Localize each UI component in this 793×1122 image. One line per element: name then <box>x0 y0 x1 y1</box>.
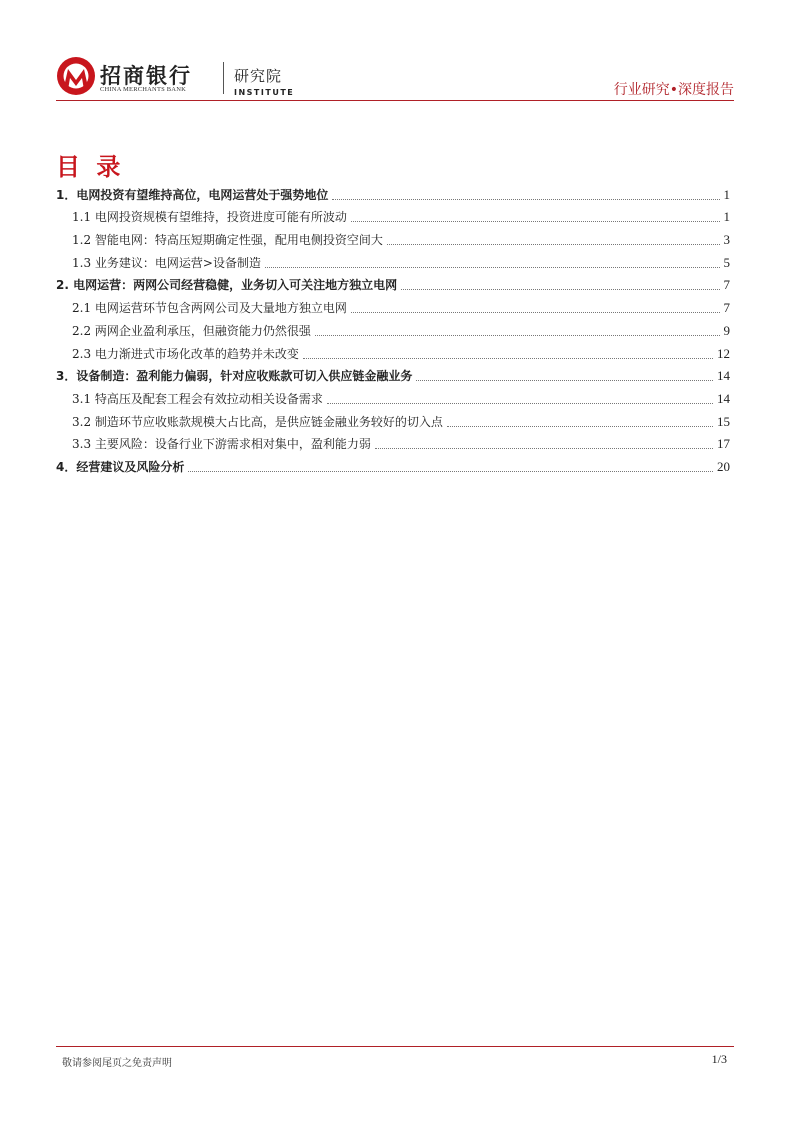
toc-entry[interactable] <box>56 248 730 271</box>
toc-entry-page: 3 <box>723 232 730 248</box>
toc-leader <box>265 267 720 268</box>
toc-leader <box>416 380 713 381</box>
toc-entry-text: 1．电网投资有望维持高位，电网运营处于强势地位 <box>56 187 329 202</box>
toc-leader <box>447 426 713 427</box>
toc-entry-page: 14 <box>717 368 730 384</box>
toc-entry-page: 1 <box>723 186 730 202</box>
toc-entry[interactable] <box>56 203 730 226</box>
toc-entry-text: 2. 电网运营：两网公司经营稳健，业务切入可关注地方独立电网 <box>56 278 398 293</box>
toc-entry-page: 5 <box>723 254 730 270</box>
toc-leader <box>401 289 719 290</box>
toc-entry-page: 7 <box>723 277 730 293</box>
page-header <box>56 56 734 100</box>
toc-title: 目 录 <box>56 153 125 181</box>
toc-entry[interactable] <box>56 293 730 316</box>
toc-leader <box>351 221 720 222</box>
toc-entry-text: 2.3 电力渐进式市场化改革的趋势并未改变 <box>72 346 299 361</box>
footer-disclaimer: 敬请参阅尾页之免责声明 <box>62 1058 172 1069</box>
toc-entry-page: 1 <box>723 209 730 225</box>
toc-leader <box>332 199 719 200</box>
header-rule <box>56 100 734 101</box>
toc-entry-text: 1.2 智能电网：特高压短期确定性强，配用电侧投资空间大 <box>72 233 383 248</box>
toc-entry[interactable] <box>56 316 730 339</box>
toc-entry-text: 3.1 特高压及配套工程会有效拉动相关设备需求 <box>72 391 323 406</box>
toc-entry[interactable] <box>56 384 730 407</box>
toc-entry-text: 2.2 两网企业盈利承压，但融资能力仍然很强 <box>72 323 311 338</box>
toc-entry[interactable] <box>56 271 730 294</box>
institute-name-en: INSTITUTE <box>234 88 295 97</box>
cmb-logo-icon <box>56 56 96 96</box>
toc-entry-text: 2.1 电网运营环节包含两网公司及大量地方独立电网 <box>72 301 347 316</box>
toc-entry[interactable] <box>56 362 730 385</box>
toc-entry-page: 14 <box>717 390 730 406</box>
table-of-contents <box>56 180 730 475</box>
toc-entry-text: 1.3 业务建议：电网运营>设备制造 <box>72 255 261 270</box>
toc-entry-text: 1.1 电网投资规模有望维持，投资进度可能有所波动 <box>72 210 347 225</box>
brand-name-en: CHINA MERCHANTS BANK <box>100 86 186 93</box>
page-number: 1/3 <box>711 1052 727 1066</box>
toc-entry-page: 12 <box>717 345 730 361</box>
toc-entry-text: 3.3 主要风险：设备行业下游需求相对集中，盈利能力弱 <box>72 437 371 452</box>
toc-entry[interactable] <box>56 339 730 362</box>
toc-entry-page: 17 <box>717 436 730 452</box>
toc-leader <box>315 335 720 336</box>
toc-entry-page: 20 <box>717 458 730 474</box>
toc-leader <box>303 358 713 359</box>
toc-entry-page: 9 <box>723 322 730 338</box>
toc-leader <box>188 471 713 472</box>
institute-name-cn: 研究院 <box>234 67 283 85</box>
toc-entry-text: 3.2 制造环节应收账款规模大占比高，是供应链金融业务较好的切入点 <box>72 414 443 429</box>
toc-entry-page: 15 <box>717 413 730 429</box>
brand-name-cn: 招商银行 <box>100 64 192 88</box>
toc-entry-text: 4．经营建议及风险分析 <box>56 459 185 474</box>
toc-leader <box>375 448 713 449</box>
toc-entry-page: 7 <box>723 300 730 316</box>
footer-rule <box>56 1046 734 1047</box>
toc-entry[interactable] <box>56 430 730 453</box>
toc-leader <box>387 244 720 245</box>
toc-entry[interactable] <box>56 452 730 475</box>
toc-leader <box>327 403 713 404</box>
toc-entry-text: 3．设备制造：盈利能力偏弱，针对应收账款可切入供应链金融业务 <box>56 369 413 384</box>
toc-entry[interactable] <box>56 407 730 430</box>
toc-leader <box>351 312 720 313</box>
toc-entry[interactable] <box>56 225 730 248</box>
header-divider <box>223 62 224 94</box>
toc-entry[interactable] <box>56 180 730 203</box>
report-type-label: 行业研究•深度报告 <box>613 82 734 98</box>
